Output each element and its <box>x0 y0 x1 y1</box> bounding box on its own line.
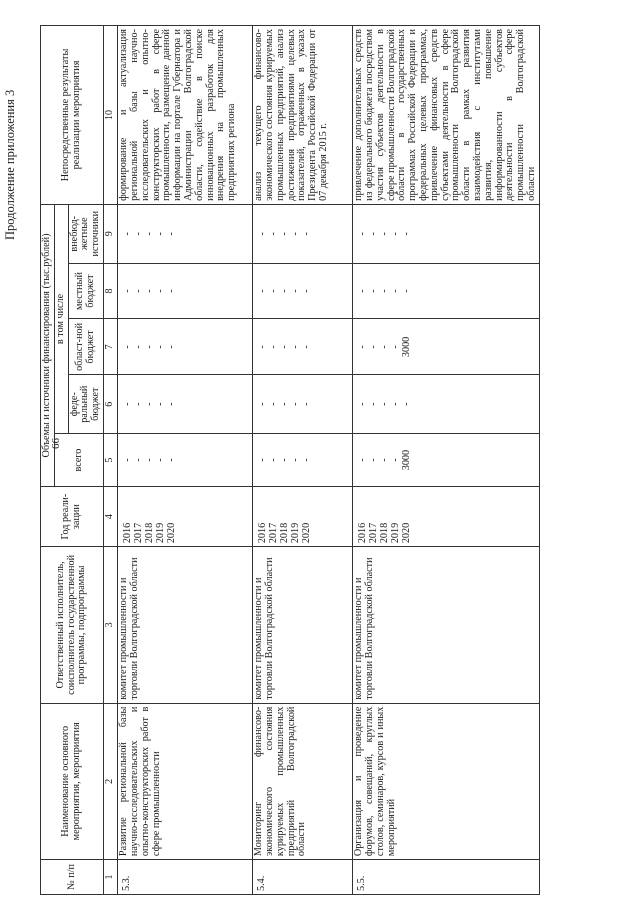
local-value: - <box>379 289 391 293</box>
local-value: - <box>368 289 380 293</box>
local-cell <box>253 263 353 319</box>
regional-value: - <box>279 345 291 349</box>
total-value: - <box>390 458 402 462</box>
regional-value: - <box>133 345 145 349</box>
year-value: 2018 <box>279 522 291 544</box>
total-value: 3000 <box>401 449 413 471</box>
extra-value: - <box>301 232 313 236</box>
federal-value: - <box>268 402 280 406</box>
regional-value: 3000 <box>401 336 413 358</box>
federal-value: - <box>133 402 145 406</box>
activity-name: Организация и проведение форумов, совещаний, круглых столов, семинаров, курсов и иных мероприятий <box>353 703 540 859</box>
activity-result: анализ текущего финансово-экономического состояния курируемых промышленных предприятий, анализ достижения предприятиями целевых показателей, отраженных в указах Президента Российской Федерации от 07 декабря 2015 г. <box>253 26 353 205</box>
regional-value: - <box>257 345 269 349</box>
extra-value: - <box>257 232 269 236</box>
extra-value: - <box>357 232 369 236</box>
header-total: всего <box>54 434 103 487</box>
program-table <box>40 25 540 895</box>
year-value: 2018 <box>144 522 156 544</box>
responsible-executor: комитет промышленности и торговли Волгоградской области <box>253 547 353 703</box>
extra-value: - <box>122 232 134 236</box>
local-value: - <box>155 289 167 293</box>
total-cell <box>253 434 353 487</box>
regional-value: - <box>122 345 134 349</box>
table-row <box>353 26 540 895</box>
extra-value: - <box>368 232 380 236</box>
column-number: 8 <box>104 263 118 319</box>
regional-value: - <box>301 345 313 349</box>
column-number: 1 <box>104 860 118 895</box>
regional-value: - <box>368 345 380 349</box>
federal-value: - <box>144 402 156 406</box>
federal-value: - <box>301 402 313 406</box>
row-number: 5.5. <box>353 860 540 895</box>
header-local: местный бюджет <box>68 263 103 319</box>
header-regional: област-ной бюджет <box>68 319 103 375</box>
federal-value: - <box>368 402 380 406</box>
federal-value: - <box>257 402 269 406</box>
total-value: - <box>122 458 134 462</box>
federal-cell <box>118 375 253 434</box>
local-value: - <box>357 289 369 293</box>
federal-cell <box>253 375 353 434</box>
responsible-executor: комитет промышленности и торговли Волгоградской области <box>353 547 540 703</box>
total-value: - <box>155 458 167 462</box>
total-value: - <box>257 458 269 462</box>
years-cell <box>253 487 353 547</box>
local-value: - <box>257 289 269 293</box>
regional-value: - <box>144 345 156 349</box>
extra-cell <box>353 204 540 263</box>
year-value: 2016 <box>257 522 269 544</box>
header-in-that-number: в том числе <box>54 204 68 433</box>
column-number-row <box>104 26 118 895</box>
extra-cell <box>253 204 353 263</box>
year-value: 2017 <box>268 522 280 544</box>
page-number: 66 <box>50 438 62 449</box>
extra-value: - <box>279 232 291 236</box>
federal-value: - <box>279 402 291 406</box>
regional-value: - <box>155 345 167 349</box>
column-number: 3 <box>104 547 118 703</box>
total-value: - <box>144 458 156 462</box>
header-number: № п/п <box>41 860 104 895</box>
regional-value: - <box>379 345 391 349</box>
local-value: - <box>390 289 402 293</box>
total-value: - <box>166 458 178 462</box>
year-value: 2019 <box>155 522 167 544</box>
year-value: 2018 <box>379 522 391 544</box>
year-value: 2019 <box>290 522 302 544</box>
header-year: Год реали-зации <box>41 487 104 547</box>
regional-cell <box>118 319 253 375</box>
federal-value: - <box>401 402 413 406</box>
years-cell <box>118 487 253 547</box>
total-value: - <box>368 458 380 462</box>
local-value: - <box>166 289 178 293</box>
table-row <box>118 26 253 895</box>
federal-value: - <box>122 402 134 406</box>
extra-value: - <box>144 232 156 236</box>
column-number: 9 <box>104 204 118 263</box>
year-value: 2020 <box>401 522 413 544</box>
local-value: - <box>133 289 145 293</box>
extra-value: - <box>166 232 178 236</box>
year-value: 2016 <box>122 522 134 544</box>
total-value: - <box>357 458 369 462</box>
total-cell <box>118 434 253 487</box>
activity-name: Мониторинг финансово-экономического состояния курируемых промышленных предприятий Волгоградской области <box>253 703 353 859</box>
extra-cell <box>118 204 253 263</box>
regional-value: - <box>290 345 302 349</box>
extra-value: - <box>133 232 145 236</box>
federal-value: - <box>290 402 302 406</box>
year-value: 2017 <box>368 522 380 544</box>
local-value: - <box>122 289 134 293</box>
extra-value: - <box>401 232 413 236</box>
extra-value: - <box>390 232 402 236</box>
total-value: - <box>379 458 391 462</box>
federal-value: - <box>379 402 391 406</box>
year-value: 2020 <box>301 522 313 544</box>
local-value: - <box>144 289 156 293</box>
column-number: 2 <box>104 703 118 859</box>
extra-value: - <box>268 232 280 236</box>
activity-name: Развитие региональной базы научно-исследовательских и опытно-конструкторских работ в сфере промышленности <box>118 703 253 859</box>
column-number: 4 <box>104 487 118 547</box>
regional-value: - <box>390 345 402 349</box>
regional-value: - <box>357 345 369 349</box>
federal-value: - <box>155 402 167 406</box>
extra-value: - <box>155 232 167 236</box>
column-number: 7 <box>104 319 118 375</box>
local-value: - <box>279 289 291 293</box>
extra-value: - <box>379 232 391 236</box>
year-value: 2019 <box>390 522 402 544</box>
header-name: Наименование основного мероприятия, мероприятия <box>41 703 104 859</box>
table-row <box>253 26 353 895</box>
federal-value: - <box>357 402 369 406</box>
local-value: - <box>290 289 302 293</box>
years-cell <box>353 487 540 547</box>
activity-result: формирование и актуализация региональной базы научно-исследовательских и опытно-конструкторских работ в сфере промышленности, размещение данной информации на портале Губернатора и Администрации Волгоградской области, содействие в поиске инновационных разработок для внедрения на промышленных предприятиях региона <box>118 26 253 205</box>
column-number: 10 <box>104 26 118 205</box>
column-number: 6 <box>104 375 118 434</box>
year-value: 2020 <box>166 522 178 544</box>
local-value: - <box>268 289 280 293</box>
responsible-executor: комитет промышленности и торговли Волгоградской области <box>118 547 253 703</box>
total-cell <box>353 434 540 487</box>
column-number: 5 <box>104 434 118 487</box>
continuation-title: Продолжение приложения 3 <box>3 89 17 240</box>
federal-cell <box>353 375 540 434</box>
header-responsible: Ответственный исполнитель, соисполнитель государственной программы, подпрограммы <box>41 547 104 703</box>
total-value: - <box>301 458 313 462</box>
regional-cell <box>253 319 353 375</box>
year-value: 2017 <box>133 522 145 544</box>
total-value: - <box>290 458 302 462</box>
total-value: - <box>133 458 145 462</box>
federal-value: - <box>390 402 402 406</box>
activity-result: привлечение дополнительных средств из федерального бюджета посредством участия субъектов деятельности в сфере промышленности Волгоградской области в государственных программах Российской Федерации и федеральных целевых программах, привлечение финансовых средств субъектами деятельности в сфере промышленности Волгоградской области в рамках развития взаимодействия с институтами развития, повышение информированности субъектов деятельности в сфере промышленности Волгоградской области <box>353 26 540 205</box>
row-number: 5.3. <box>118 860 253 895</box>
federal-value: - <box>166 402 178 406</box>
header-extra: внебюд-жетные источники <box>68 204 103 263</box>
local-value: - <box>401 289 413 293</box>
local-cell <box>353 263 540 319</box>
regional-value: - <box>166 345 178 349</box>
total-value: - <box>268 458 280 462</box>
local-cell <box>118 263 253 319</box>
local-value: - <box>301 289 313 293</box>
row-number: 5.4. <box>253 860 353 895</box>
total-value: - <box>279 458 291 462</box>
extra-value: - <box>290 232 302 236</box>
header-funding: Объемы и источники финансирования (тыс.рублей) <box>41 204 55 486</box>
regional-cell <box>353 319 540 375</box>
regional-value: - <box>268 345 280 349</box>
year-value: 2016 <box>357 522 369 544</box>
header-results: Непосредственные результаты реализации мероприятия <box>41 26 104 205</box>
header-federal: феде-ральный бюджет <box>68 375 103 434</box>
